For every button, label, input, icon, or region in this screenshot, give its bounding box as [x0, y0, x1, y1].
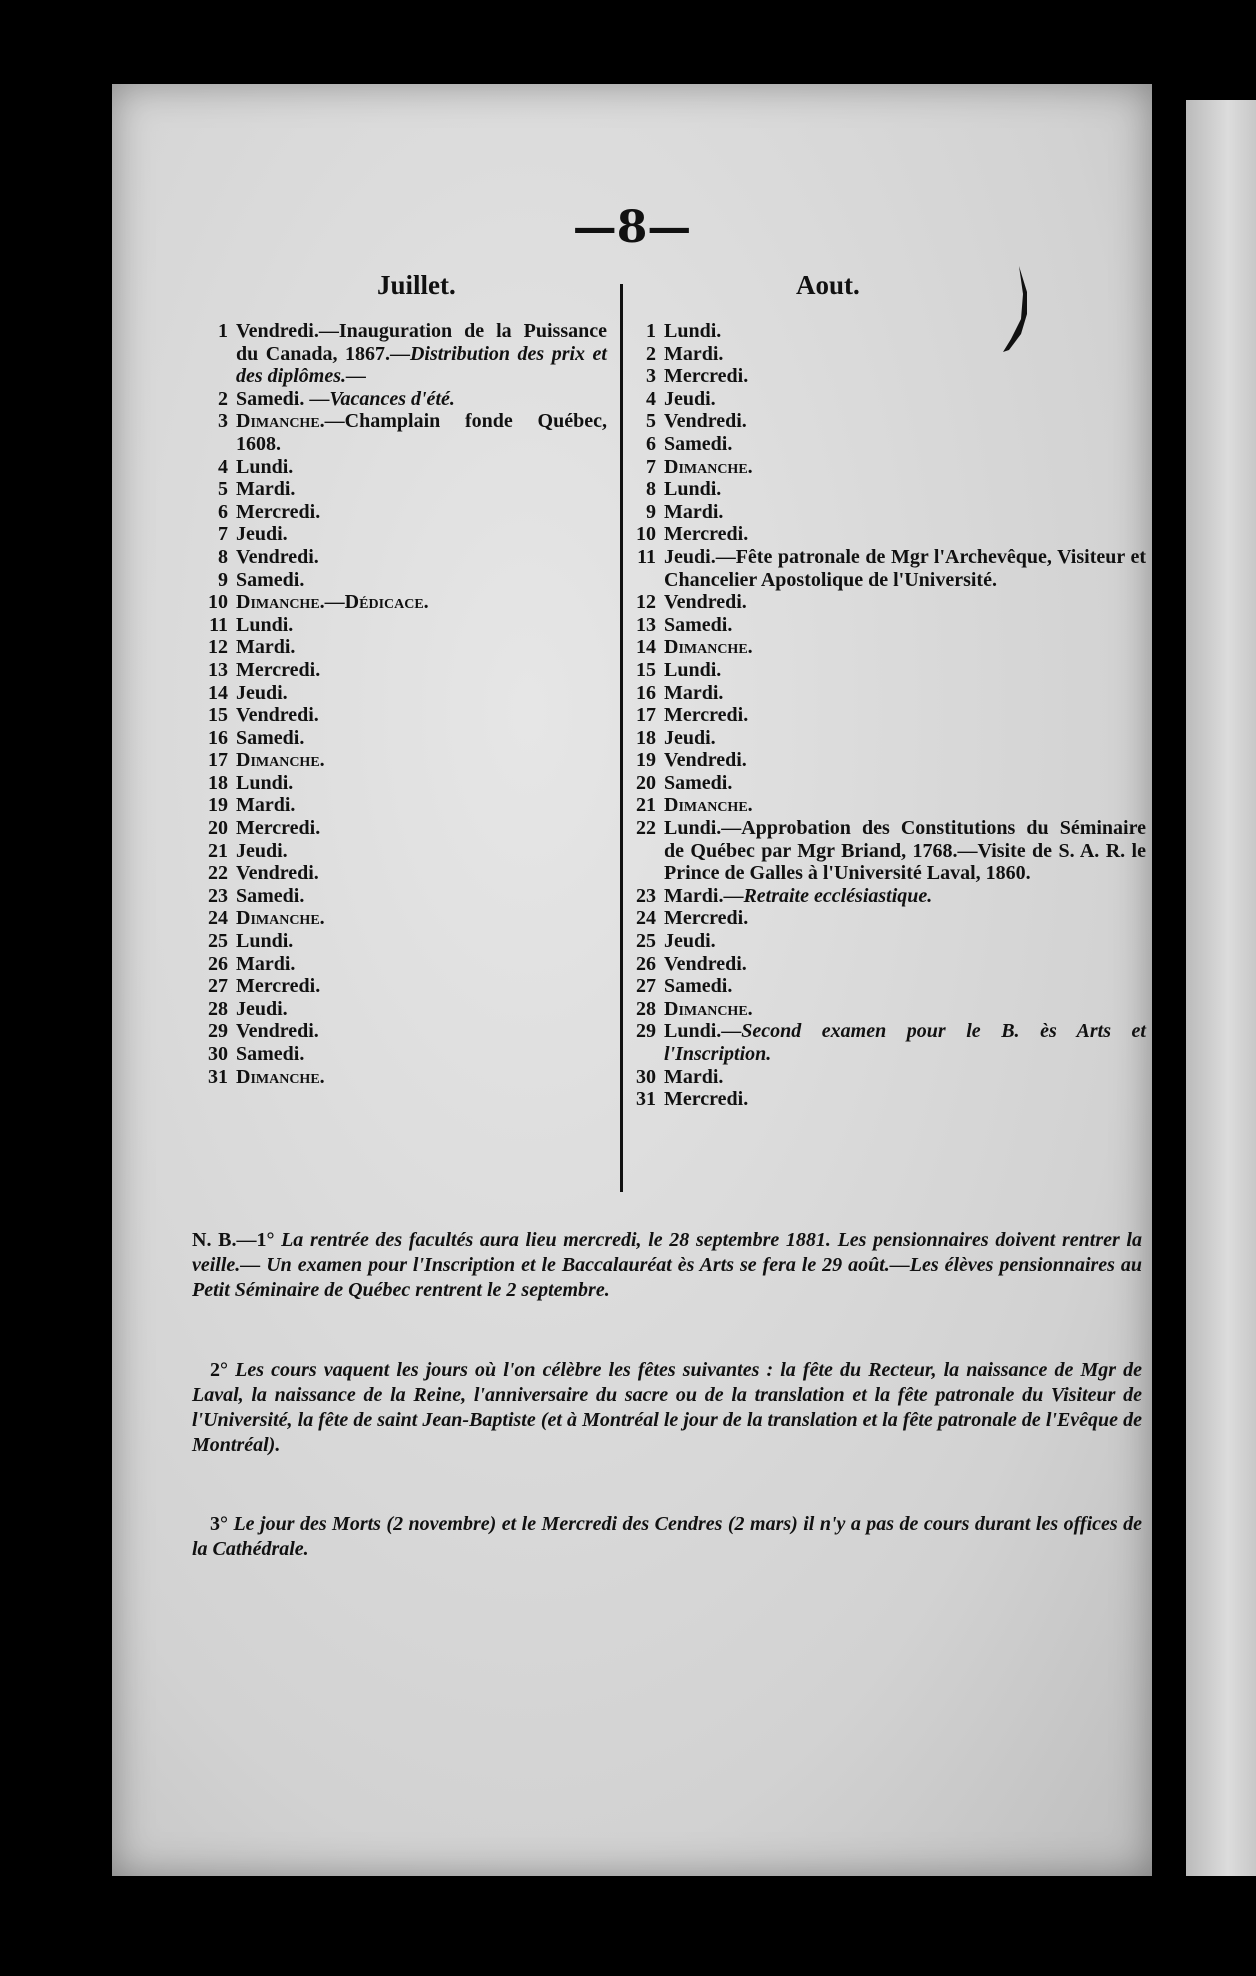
day-number: 20	[208, 817, 228, 840]
day-number: 22	[636, 817, 656, 840]
day-number: 20	[636, 771, 656, 794]
calendar-entry	[192, 1020, 607, 1043]
weekday-name: Jeudi	[664, 545, 711, 568]
july-heading: Juillet.	[377, 270, 456, 300]
day-description	[236, 998, 607, 1021]
weekday-name: Lundi.	[664, 658, 722, 681]
day-description	[236, 569, 607, 592]
calendar-entry	[192, 862, 607, 885]
day-number: 16	[208, 726, 228, 749]
august-heading: Aout.	[796, 270, 860, 300]
weekday-name: Jeudi.	[236, 523, 288, 546]
day-description	[664, 433, 1146, 456]
day-number: 26	[208, 952, 228, 975]
july-calendar-list	[192, 320, 607, 1088]
weekday-name: Vendredi.	[664, 952, 747, 975]
calendar-entry	[626, 388, 1146, 411]
weekday-name: Samedi.	[664, 975, 733, 998]
day-description	[236, 885, 607, 908]
day-number: 31	[208, 1065, 228, 1088]
day-description	[664, 794, 1146, 817]
day-number: 2	[218, 387, 228, 410]
weekday-name: Mardi.	[664, 1065, 724, 1088]
day-description	[664, 953, 1146, 976]
day-number: 2	[646, 342, 656, 365]
event-text: Champlain fonde Québec, 1608.	[236, 410, 607, 455]
day-description	[236, 388, 607, 411]
day-description	[236, 682, 607, 705]
weekday-name: Lundi.	[664, 478, 722, 501]
day-number: 14	[208, 681, 228, 704]
calendar-entry	[626, 998, 1146, 1021]
day-description	[236, 523, 607, 546]
day-description	[664, 546, 1146, 591]
calendar-entry	[626, 794, 1146, 817]
weekday-name: Mardi.	[664, 342, 724, 365]
facing-page-edge	[1186, 100, 1256, 1876]
day-description	[664, 456, 1146, 479]
day-number: 29	[636, 1020, 656, 1043]
note-3-label: 3°	[210, 1513, 228, 1535]
weekday-name: Vendredi.	[236, 545, 319, 568]
weekday-name: Mercredi.	[664, 365, 749, 388]
day-number: 13	[636, 613, 656, 636]
calendar-entry	[192, 817, 607, 840]
day-description	[664, 885, 1146, 908]
note-1	[192, 1228, 1142, 1303]
calendar-entry	[626, 636, 1146, 659]
august-calendar-list	[626, 320, 1146, 1111]
weekday-name: Samedi.	[236, 1043, 305, 1065]
calendar-entry	[192, 772, 607, 795]
day-description	[236, 772, 607, 795]
weekday-name: Vendredi.	[236, 704, 319, 727]
day-number: 17	[208, 749, 228, 772]
weekday-name: Jeudi.	[236, 839, 288, 862]
day-description	[236, 1043, 607, 1066]
day-description	[236, 840, 607, 863]
event-text: Inauguration de la Puissance du Canada, 1867.—	[236, 320, 607, 365]
calendar-entry	[192, 659, 607, 682]
column-divider	[620, 284, 623, 1192]
day-description	[664, 614, 1146, 637]
separator: .—	[319, 591, 345, 614]
note-3-text: Le jour des Morts (2 novembre) et le Mercredi des Cendres (2 mars) il n'y a pas de cours durant les offices de la Cathédrale.	[192, 1513, 1142, 1560]
weekday-name: Dimanche	[236, 591, 320, 614]
weekday-name: Dimanche.	[664, 455, 753, 478]
calendar-entry	[626, 885, 1146, 908]
calendar-entry	[192, 546, 607, 569]
calendar-entry	[192, 569, 607, 592]
weekday-name: Mercredi.	[664, 1088, 749, 1111]
day-number: 27	[636, 975, 656, 998]
day-number: 16	[636, 681, 656, 704]
day-description	[236, 975, 607, 998]
day-description	[236, 953, 607, 976]
day-description	[236, 749, 607, 772]
day-number: 27	[208, 975, 228, 998]
day-description	[664, 478, 1146, 501]
day-number: 21	[636, 794, 656, 817]
day-description	[664, 975, 1146, 998]
separator: . —	[299, 387, 330, 410]
weekday-name: Samedi.	[664, 613, 733, 636]
day-description	[664, 772, 1146, 795]
weekday-name: Mercredi.	[236, 817, 321, 840]
day-number: 8	[218, 545, 228, 568]
day-description	[664, 704, 1146, 727]
day-description	[236, 862, 607, 885]
day-description	[664, 1020, 1146, 1065]
calendar-entry	[192, 320, 607, 388]
calendar-entry	[626, 1088, 1146, 1111]
weekday-name: Dimanche.	[236, 1065, 325, 1088]
calendar-entry	[192, 478, 607, 501]
event-italic-text: Retraite ecclésiastique.	[743, 884, 933, 907]
day-number: 9	[646, 500, 656, 523]
calendar-entry	[626, 343, 1146, 366]
weekday-name: Samedi.	[236, 884, 305, 907]
calendar-entry	[626, 591, 1146, 614]
event-italic-text: Vacances d'été.	[329, 387, 455, 410]
day-number: 24	[208, 907, 228, 930]
calendar-entry	[192, 388, 607, 411]
weekday-name: Lundi.	[236, 930, 294, 953]
weekday-name: Dimanche	[236, 410, 320, 433]
note-2-text: Les cours vaquent les jours où l'on célèbre les fêtes suivantes : la fête du Recteur, la naissance de Mgr de Laval, la naissance de la Reine, l'anniversaire du sacre ou de la translation et la fête patronale du Visiteur de l'Université, la fête de saint Jean-Baptiste (et à Montréal le jour de la translation et la fête patronale de l'Evêque de Montréal).	[192, 1359, 1143, 1456]
day-description	[664, 320, 1146, 343]
calendar-entry	[192, 930, 607, 953]
day-description	[664, 343, 1146, 366]
weekday-name: Samedi.	[664, 771, 733, 794]
calendar-entry	[626, 953, 1146, 976]
calendar-entry	[192, 591, 607, 614]
day-number: 25	[636, 930, 656, 953]
day-number: 14	[636, 636, 656, 659]
day-number: 8	[646, 478, 656, 501]
day-number: 5	[218, 478, 228, 501]
calendar-entry	[626, 682, 1146, 705]
weekday-name: Jeudi.	[236, 997, 288, 1020]
day-number: 11	[637, 545, 656, 568]
calendar-entry	[192, 840, 607, 863]
weekday-name: Mardi.	[236, 478, 296, 501]
day-number: 29	[208, 1020, 228, 1043]
weekday-name: Mercredi.	[664, 523, 749, 546]
day-number: 28	[636, 997, 656, 1020]
document-page	[112, 84, 1152, 1876]
calendar-entry	[192, 794, 607, 817]
separator: .—	[710, 545, 736, 568]
day-description	[236, 1066, 607, 1089]
weekday-name: Samedi.	[664, 432, 733, 455]
weekday-name: Jeudi.	[236, 681, 288, 704]
day-number: 1	[646, 320, 656, 342]
weekday-name: Samedi.	[236, 568, 305, 591]
calendar-entry	[626, 433, 1146, 456]
day-number: 22	[208, 862, 228, 885]
day-number: 24	[636, 907, 656, 930]
note-1-text: La rentrée des facultés aura lieu mercredi, le 28 septembre 1881. Les pensionnaires doivent rentrer la veille.— Un examen pour l'Inscription et le Baccalauréat ès Arts se fera le 29 août.—Les élèves pensionnaires au Petit Séminaire de Québec rentrent le 2 septembre.	[192, 1229, 1142, 1301]
calendar-entry	[192, 975, 607, 998]
day-description	[236, 659, 607, 682]
weekday-name: Mardi.	[664, 681, 724, 704]
day-description	[236, 817, 607, 840]
day-description	[664, 501, 1146, 524]
day-description	[664, 1066, 1146, 1089]
calendar-entry	[626, 975, 1146, 998]
day-description	[664, 998, 1146, 1021]
calendar-entry	[192, 682, 607, 705]
weekday-name: Samedi.	[236, 726, 305, 749]
note-2	[192, 1358, 1142, 1458]
weekday-name: Lundi.	[236, 613, 294, 636]
weekday-name: Vendredi.	[664, 749, 747, 772]
calendar-entry	[626, 659, 1146, 682]
calendar-entry	[192, 885, 607, 908]
day-description	[236, 501, 607, 524]
weekday-name: Mercredi.	[236, 658, 321, 681]
day-description	[664, 365, 1146, 388]
day-number: 17	[636, 704, 656, 727]
day-description	[664, 682, 1146, 705]
separator: .—	[313, 320, 339, 342]
weekday-name: Vendredi.	[664, 410, 747, 433]
weekday-name: Dimanche.	[236, 749, 325, 772]
calendar-entry	[192, 523, 607, 546]
page-number: —8—	[572, 202, 692, 253]
calendar-entry	[192, 727, 607, 750]
weekday-name: Lundi.	[664, 320, 722, 342]
day-number: 4	[646, 387, 656, 410]
event-text: Approbation des Constitutions du Séminaire de Québec par Mgr Briand, 1768.—Visite de S. A. R. le Prince de Galles à l'Université Laval, 1860.	[664, 817, 1146, 885]
day-number: 1	[218, 320, 228, 342]
day-description	[664, 388, 1146, 411]
day-description	[236, 410, 607, 455]
calendar-entry	[192, 998, 607, 1021]
calendar-entry	[626, 772, 1146, 795]
day-description	[236, 636, 607, 659]
note-3	[192, 1512, 1142, 1562]
weekday-name: Lundi.	[236, 455, 294, 478]
weekday-name: Vendredi.	[236, 1020, 319, 1043]
weekday-name: Jeudi.	[664, 726, 716, 749]
day-number: 3	[646, 365, 656, 388]
day-number: 26	[636, 952, 656, 975]
day-description	[664, 1088, 1146, 1111]
weekday-name: Lundi	[664, 1020, 717, 1043]
day-description	[236, 320, 607, 388]
day-number: 30	[208, 1043, 228, 1065]
separator: .—	[716, 817, 742, 840]
day-description	[236, 704, 607, 727]
weekday-name: Lundi	[664, 817, 717, 840]
note-1-label: N. B.—1°	[192, 1229, 275, 1251]
calendar-entry	[192, 636, 607, 659]
calendar-entry	[626, 907, 1146, 930]
event-italic-text: Second examen pour le B. ès Arts et l'Inscription.	[664, 1020, 1146, 1065]
day-number: 18	[208, 771, 228, 794]
day-description	[664, 749, 1146, 772]
day-description	[236, 591, 607, 614]
calendar-entry	[626, 1066, 1146, 1089]
weekday-name: Mardi.	[236, 794, 296, 817]
calendar-entry	[192, 953, 607, 976]
weekday-name: Mardi.	[236, 952, 296, 975]
day-number: 13	[208, 658, 228, 681]
day-number: 19	[208, 794, 228, 817]
day-description	[664, 907, 1146, 930]
weekday-name: Mercredi.	[664, 704, 749, 727]
calendar-entry	[626, 1020, 1146, 1065]
separator: .—	[718, 884, 744, 907]
weekday-name: Lundi.	[236, 771, 294, 794]
day-number: 10	[208, 591, 228, 614]
calendar-entry	[192, 704, 607, 727]
calendar-entry	[192, 1066, 607, 1089]
weekday-name: Mardi	[664, 884, 719, 907]
day-description	[664, 930, 1146, 953]
weekday-name: Mercredi.	[236, 500, 321, 523]
day-description	[236, 727, 607, 750]
weekday-name: Vendredi.	[664, 591, 747, 614]
day-number: 21	[208, 839, 228, 862]
day-description	[236, 930, 607, 953]
calendar-entry	[626, 727, 1146, 750]
weekday-name: Jeudi.	[664, 387, 716, 410]
day-number: 12	[636, 591, 656, 614]
weekday-name: Dimanche.	[664, 794, 753, 817]
calendar-entry	[626, 704, 1146, 727]
note-2-label: 2°	[210, 1359, 228, 1381]
calendar-entry	[192, 501, 607, 524]
weekday-name: Dimanche.	[664, 636, 753, 659]
event-italic-text: Distribution des prix et des diplômes.—	[236, 342, 607, 388]
calendar-entry	[626, 930, 1146, 953]
day-number: 5	[646, 410, 656, 433]
weekday-name: Vendredi	[236, 320, 314, 342]
event-text: Dédicace.	[344, 591, 429, 614]
day-description	[664, 636, 1146, 659]
day-number: 6	[646, 432, 656, 455]
day-number: 12	[208, 636, 228, 659]
day-number: 7	[218, 523, 228, 546]
day-description	[664, 523, 1146, 546]
calendar-entry	[626, 546, 1146, 591]
weekday-name: Mercredi.	[236, 975, 321, 998]
day-number: 15	[636, 658, 656, 681]
day-description	[236, 794, 607, 817]
weekday-name: Mardi.	[664, 500, 724, 523]
day-description	[236, 456, 607, 479]
calendar-entry	[192, 456, 607, 479]
day-description	[236, 546, 607, 569]
weekday-name: Jeudi.	[664, 930, 716, 953]
day-description	[236, 478, 607, 501]
weekday-name: Mercredi.	[664, 907, 749, 930]
day-description	[664, 817, 1146, 885]
day-number: 23	[208, 884, 228, 907]
day-number: 19	[636, 749, 656, 772]
day-number: 31	[636, 1088, 656, 1111]
day-number: 18	[636, 726, 656, 749]
day-description	[236, 907, 607, 930]
day-number: 7	[646, 455, 656, 478]
day-description	[664, 591, 1146, 614]
day-number: 4	[218, 455, 228, 478]
day-number: 9	[218, 568, 228, 591]
calendar-entry	[626, 365, 1146, 388]
calendar-entry	[626, 478, 1146, 501]
calendar-entry	[626, 456, 1146, 479]
day-number: 28	[208, 997, 228, 1020]
day-description	[664, 410, 1146, 433]
calendar-entry	[626, 817, 1146, 885]
calendar-entry	[192, 907, 607, 930]
separator: .—	[716, 1020, 742, 1043]
weekday-name: Dimanche.	[236, 907, 325, 930]
weekday-name: Dimanche.	[664, 997, 753, 1020]
day-description	[236, 614, 607, 637]
calendar-entry	[626, 614, 1146, 637]
day-description	[664, 659, 1146, 682]
day-description	[236, 1020, 607, 1043]
calendar-entry	[626, 749, 1146, 772]
day-number: 11	[209, 613, 228, 636]
calendar-entry	[192, 410, 607, 455]
day-number: 25	[208, 930, 228, 953]
day-number: 23	[636, 884, 656, 907]
ink-mark-decoration	[999, 264, 1035, 356]
weekday-name: Vendredi.	[236, 862, 319, 885]
calendar-entry	[626, 523, 1146, 546]
calendar-entry	[626, 501, 1146, 524]
calendar-entry	[626, 410, 1146, 433]
day-description	[664, 727, 1146, 750]
weekday-name: Mardi.	[236, 636, 296, 659]
calendar-entry	[192, 749, 607, 772]
calendar-entry	[626, 320, 1146, 343]
day-number: 30	[636, 1065, 656, 1088]
separator: .—	[319, 410, 345, 433]
event-text: Fête patronale de Mgr l'Archevêque, Visiteur et Chancelier Apostolique de l'Université.	[664, 545, 1146, 591]
weekday-name: Samedi	[236, 387, 300, 410]
calendar-entry	[192, 614, 607, 637]
day-number: 15	[208, 704, 228, 727]
day-number: 3	[218, 410, 228, 433]
calendar-entry	[192, 1043, 607, 1066]
day-number: 10	[636, 523, 656, 546]
day-number: 6	[218, 500, 228, 523]
